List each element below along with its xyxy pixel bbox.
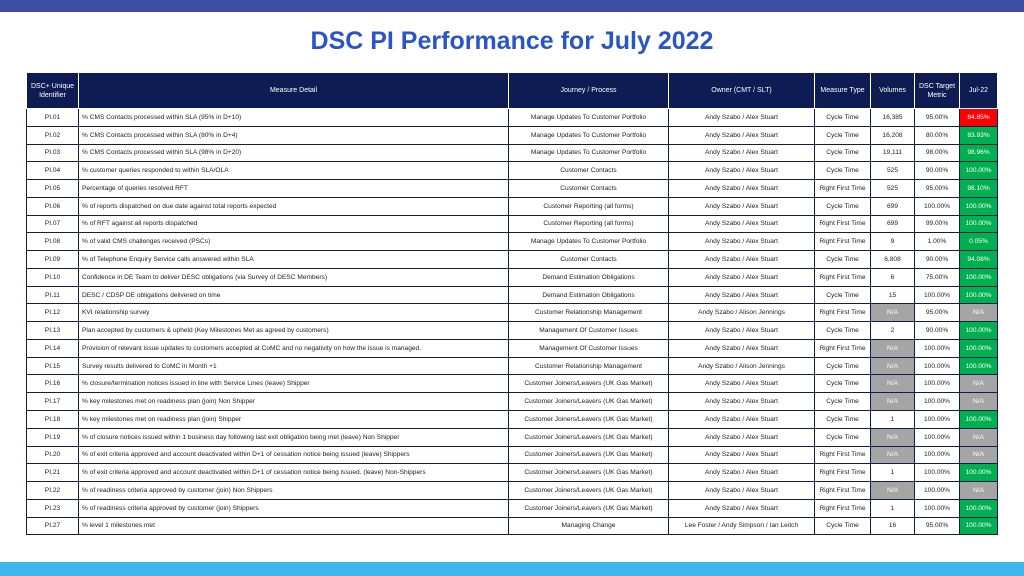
table-row	[27, 197, 998, 215]
table-row	[27, 446, 998, 464]
cell-journey: Customer Joiners/Leavers (UK Gas Market)	[509, 446, 669, 464]
cell-measure-detail: Confidence in DE Team to deliver DESC obligations (via Survey of DESC Members)	[79, 268, 509, 286]
cell-identifier: PI.12	[27, 304, 79, 322]
cell-jul-22: N/A	[960, 375, 998, 393]
cell-owner: Andy Szabo / Alex Stuart	[669, 126, 815, 144]
cell-measure-detail: % key milestones met on readiness plan (join) Shipper	[79, 411, 509, 429]
cell-identifier: PI.03	[27, 144, 79, 162]
cell-target: 98.00%	[915, 144, 960, 162]
table-row	[27, 375, 998, 393]
cell-owner: Lee Foster / Andy Simpson / Ian Leitch	[669, 517, 815, 535]
cell-volume: N/A	[871, 339, 915, 357]
cell-measure-detail: % of readiness criteria approved by customer (join) Non Shippers	[79, 482, 509, 500]
table-row	[27, 464, 998, 482]
cell-jul-22: 100.00%	[960, 517, 998, 535]
cell-measure-type: Cycle Time	[815, 251, 871, 269]
cell-target: 95.00%	[915, 109, 960, 127]
cell-measure-detail: % of exit criteria approved and account deactivated within D+1 of cessation notice being issued. (leave) Non-Shippers	[79, 464, 509, 482]
cell-measure-type: Cycle Time	[815, 162, 871, 180]
cell-journey: Manage Updates To Customer Portfolio	[509, 109, 669, 127]
cell-owner: Andy Szabo / Alex Stuart	[669, 251, 815, 269]
table-row	[27, 322, 998, 340]
cell-target: 95.00%	[915, 180, 960, 198]
performance-table	[26, 72, 998, 535]
cell-journey: Demand Estimation Obligations	[509, 268, 669, 286]
cell-volume: N/A	[871, 393, 915, 411]
cell-measure-detail: % CMS Contacts processed within SLA (80% in D+4)	[79, 126, 509, 144]
cell-jul-22: N/A	[960, 428, 998, 446]
cell-target: 100.00%	[915, 411, 960, 429]
cell-jul-22: 100.00%	[960, 499, 998, 517]
cell-journey: Customer Contacts	[509, 251, 669, 269]
cell-target: 100.00%	[915, 286, 960, 304]
cell-owner: Andy Szabo / Alex Stuart	[669, 180, 815, 198]
cell-journey: Customer Joiners/Leavers (UK Gas Market)	[509, 411, 669, 429]
table-row	[27, 393, 998, 411]
cell-journey: Manage Updates To Customer Portfolio	[509, 233, 669, 251]
cell-jul-22: 84.85%	[960, 109, 998, 127]
cell-jul-22: N/A	[960, 482, 998, 500]
cell-measure-detail: Survey results delivered to CoMC in Month +1	[79, 357, 509, 375]
cell-identifier: PI.06	[27, 197, 79, 215]
cell-measure-type: Right First Time	[815, 233, 871, 251]
header-owner: Owner (CMT / SLT)	[669, 73, 815, 109]
cell-volume: 2	[871, 322, 915, 340]
table-row	[27, 233, 998, 251]
cell-measure-detail: % CMS Contacts processed within SLA (98% in D+20)	[79, 144, 509, 162]
cell-volume: N/A	[871, 304, 915, 322]
cell-volume: 9	[871, 233, 915, 251]
cell-measure-detail: % CMS Contacts processed within SLA (95% in D+10)	[79, 109, 509, 127]
cell-volume: 525	[871, 180, 915, 198]
cell-volume: 6	[871, 268, 915, 286]
cell-measure-type: Right First Time	[815, 268, 871, 286]
cell-owner: Andy Szabo / Alex Stuart	[669, 375, 815, 393]
cell-owner: Andy Szabo / Alison Jennings	[669, 304, 815, 322]
cell-measure-type: Cycle Time	[815, 411, 871, 429]
cell-target: 75.00%	[915, 268, 960, 286]
cell-measure-detail: % customer queries responded to within SLA/OLA	[79, 162, 509, 180]
cell-target: 90.00%	[915, 322, 960, 340]
table-row	[27, 109, 998, 127]
cell-measure-type: Right First Time	[815, 180, 871, 198]
cell-volume: 16	[871, 517, 915, 535]
cell-measure-type: Right First Time	[815, 339, 871, 357]
cell-identifier: PI.01	[27, 109, 79, 127]
cell-owner: Andy Szabo / Alex Stuart	[669, 197, 815, 215]
cell-measure-type: Cycle Time	[815, 197, 871, 215]
cell-identifier: PI.16	[27, 375, 79, 393]
cell-measure-detail: Provision of relevant issue updates to customers accepted at CoMC and no negativity on how the issue is managed.	[79, 339, 509, 357]
cell-owner: Andy Szabo / Alex Stuart	[669, 268, 815, 286]
table-row	[27, 268, 998, 286]
cell-jul-22: 94.08%	[960, 251, 998, 269]
cell-identifier: PI.23	[27, 499, 79, 517]
table-row	[27, 304, 998, 322]
table-row	[27, 482, 998, 500]
table-row	[27, 180, 998, 198]
table-row	[27, 428, 998, 446]
cell-owner: Andy Szabo / Alex Stuart	[669, 499, 815, 517]
cell-identifier: PI.08	[27, 233, 79, 251]
cell-jul-22: N/A	[960, 304, 998, 322]
cell-identifier: PI.18	[27, 411, 79, 429]
cell-target: 90.00%	[915, 162, 960, 180]
cell-measure-detail: % closure/termination notices issued in line with Service Lines (leave) Shipper	[79, 375, 509, 393]
cell-measure-type: Right First Time	[815, 304, 871, 322]
cell-identifier: PI.17	[27, 393, 79, 411]
cell-measure-type: Cycle Time	[815, 357, 871, 375]
cell-measure-detail: % of exit criteria approved and account deactivated within D+1 of cessation notice being issued (leave) Shippers	[79, 446, 509, 464]
cell-measure-type: Cycle Time	[815, 428, 871, 446]
cell-identifier: PI.14	[27, 339, 79, 357]
cell-target: 100.00%	[915, 446, 960, 464]
cell-journey: Demand Estimation Obligations	[509, 286, 669, 304]
cell-owner: Andy Szabo / Alex Stuart	[669, 339, 815, 357]
cell-journey: Customer Contacts	[509, 162, 669, 180]
cell-jul-22: N/A	[960, 393, 998, 411]
cell-volume: 19,111	[871, 144, 915, 162]
cell-identifier: PI.13	[27, 322, 79, 340]
cell-measure-type: Cycle Time	[815, 375, 871, 393]
cell-volume: 6,808	[871, 251, 915, 269]
cell-target: 1.00%	[915, 233, 960, 251]
cell-journey: Customer Joiners/Leavers (UK Gas Market)	[509, 428, 669, 446]
cell-target: 100.00%	[915, 393, 960, 411]
cell-target: 90.00%	[915, 251, 960, 269]
cell-owner: Andy Szabo / Alex Stuart	[669, 446, 815, 464]
cell-journey: Customer Joiners/Leavers (UK Gas Market)	[509, 375, 669, 393]
cell-identifier: PI.22	[27, 482, 79, 500]
header-journey: Journey / Process	[509, 73, 669, 109]
cell-owner: Andy Szabo / Alison Jennings	[669, 357, 815, 375]
cell-target: 100.00%	[915, 499, 960, 517]
cell-journey: Customer Relationship Management	[509, 357, 669, 375]
cell-volume: 525	[871, 162, 915, 180]
cell-journey: Customer Reporting (all forms)	[509, 197, 669, 215]
cell-volume: 699	[871, 215, 915, 233]
cell-owner: Andy Szabo / Alex Stuart	[669, 109, 815, 127]
table-row	[27, 251, 998, 269]
cell-jul-22: 100.00%	[960, 464, 998, 482]
cell-owner: Andy Szabo / Alex Stuart	[669, 411, 815, 429]
cell-measure-detail: % of closure notices issued within 1 business day following last exit obligation being met (leave) Non Shipper	[79, 428, 509, 446]
cell-owner: Andy Szabo / Alex Stuart	[669, 162, 815, 180]
cell-target: 100.00%	[915, 197, 960, 215]
cell-owner: Andy Szabo / Alex Stuart	[669, 464, 815, 482]
cell-measure-type: Cycle Time	[815, 286, 871, 304]
cell-identifier: PI.21	[27, 464, 79, 482]
cell-measure-detail: % key milestones met on readiness plan (join) Non Shipper	[79, 393, 509, 411]
cell-jul-22: 100.00%	[960, 197, 998, 215]
header-volumes: Volumes	[871, 73, 915, 109]
cell-target: 100.00%	[915, 339, 960, 357]
cell-journey: Managing Change	[509, 517, 669, 535]
cell-identifier: PI.05	[27, 180, 79, 198]
cell-measure-detail: % of Telephone Enquiry Service calls answered within SLA	[79, 251, 509, 269]
header-measure-detail: Measure Detail	[79, 73, 509, 109]
cell-target: 80.00%	[915, 126, 960, 144]
cell-measure-type: Cycle Time	[815, 393, 871, 411]
cell-measure-detail: % of reports dispatched on due date against total reports expected	[79, 197, 509, 215]
table-row	[27, 517, 998, 535]
table-row	[27, 339, 998, 357]
cell-identifier: PI.15	[27, 357, 79, 375]
table-row	[27, 499, 998, 517]
cell-journey: Customer Contacts	[509, 180, 669, 198]
cell-jul-22: 100.00%	[960, 339, 998, 357]
cell-target: 100.00%	[915, 428, 960, 446]
table-row	[27, 215, 998, 233]
cell-target: 100.00%	[915, 464, 960, 482]
table-header-row	[27, 73, 998, 109]
cell-identifier: PI.11	[27, 286, 79, 304]
cell-journey: Customer Joiners/Leavers (UK Gas Market)	[509, 393, 669, 411]
cell-owner: Andy Szabo / Alex Stuart	[669, 215, 815, 233]
cell-volume: 16,385	[871, 109, 915, 127]
cell-jul-22: 100.00%	[960, 162, 998, 180]
cell-identifier: PI.04	[27, 162, 79, 180]
cell-target: 100.00%	[915, 482, 960, 500]
cell-measure-type: Right First Time	[815, 464, 871, 482]
cell-jul-22: N/A	[960, 446, 998, 464]
cell-jul-22: 98.10%	[960, 180, 998, 198]
table-row	[27, 144, 998, 162]
cell-measure-type: Right First Time	[815, 482, 871, 500]
cell-measure-type: Cycle Time	[815, 322, 871, 340]
cell-target: 100.00%	[915, 375, 960, 393]
cell-journey: Customer Joiners/Leavers (UK Gas Market)	[509, 482, 669, 500]
cell-measure-detail: % of readiness criteria approved by customer (join) Shippers	[79, 499, 509, 517]
cell-jul-22: 0.05%	[960, 233, 998, 251]
cell-measure-detail: Plan accepted by customers & upheld (Key Milestones Met as agreed by customers)	[79, 322, 509, 340]
cell-measure-type: Cycle Time	[815, 126, 871, 144]
cell-owner: Andy Szabo / Alex Stuart	[669, 393, 815, 411]
cell-identifier: PI.19	[27, 428, 79, 446]
cell-volume: N/A	[871, 357, 915, 375]
cell-target: 99.00%	[915, 215, 960, 233]
cell-volume: 1	[871, 411, 915, 429]
table-row	[27, 411, 998, 429]
cell-owner: Andy Szabo / Alex Stuart	[669, 322, 815, 340]
cell-measure-detail: % of RFT against all reports dispatched	[79, 215, 509, 233]
cell-identifier: PI.09	[27, 251, 79, 269]
cell-journey: Management Of Customer Issues	[509, 339, 669, 357]
cell-volume: 1	[871, 499, 915, 517]
cell-jul-22: 100.00%	[960, 411, 998, 429]
cell-volume: 699	[871, 197, 915, 215]
table-row	[27, 357, 998, 375]
cell-target: 95.00%	[915, 517, 960, 535]
cell-measure-detail: % of valid CMS challenges received (PSCs)	[79, 233, 509, 251]
page-title: DSC PI Performance for July 2022	[310, 27, 714, 55]
cell-jul-22: 100.00%	[960, 286, 998, 304]
cell-measure-type: Cycle Time	[815, 109, 871, 127]
cell-journey: Manage Updates To Customer Portfolio	[509, 144, 669, 162]
cell-journey: Customer Joiners/Leavers (UK Gas Market)	[509, 464, 669, 482]
cell-target: 95.00%	[915, 304, 960, 322]
table-body	[27, 109, 998, 535]
cell-target: 100.00%	[915, 357, 960, 375]
cell-jul-22: 100.00%	[960, 322, 998, 340]
header-measure-type: Measure Type	[815, 73, 871, 109]
cell-measure-detail: KVI relationship survey	[79, 304, 509, 322]
cell-volume: 1	[871, 464, 915, 482]
cell-measure-type: Cycle Time	[815, 144, 871, 162]
cell-journey: Customer Relationship Management	[509, 304, 669, 322]
table-row	[27, 126, 998, 144]
cell-identifier: PI.02	[27, 126, 79, 144]
cell-journey: Management Of Customer Issues	[509, 322, 669, 340]
cell-owner: Andy Szabo / Alex Stuart	[669, 428, 815, 446]
cell-jul-22: 83.93%	[960, 126, 998, 144]
cell-measure-type: Cycle Time	[815, 517, 871, 535]
cell-owner: Andy Szabo / Alex Stuart	[669, 144, 815, 162]
cell-identifier: PI.20	[27, 446, 79, 464]
top-accent-bar	[0, 0, 1024, 12]
header-jul-22: Jul-22	[960, 73, 998, 109]
cell-volume: N/A	[871, 482, 915, 500]
cell-measure-detail: % level 1 milestones met	[79, 517, 509, 535]
cell-journey: Customer Reporting (all forms)	[509, 215, 669, 233]
cell-journey: Manage Updates To Customer Portfolio	[509, 126, 669, 144]
cell-measure-type: Right First Time	[815, 499, 871, 517]
cell-volume: 16,208	[871, 126, 915, 144]
cell-identifier: PI.10	[27, 268, 79, 286]
header-identifier: DSC+ Unique Identifier	[27, 73, 79, 109]
cell-jul-22: 100.00%	[960, 268, 998, 286]
cell-measure-detail: Percentage of queries resolved RFT	[79, 180, 509, 198]
cell-jul-22: 100.00%	[960, 357, 998, 375]
cell-jul-22: 98.96%	[960, 144, 998, 162]
cell-volume: 15	[871, 286, 915, 304]
cell-volume: N/A	[871, 428, 915, 446]
cell-identifier: PI.07	[27, 215, 79, 233]
cell-identifier: PI.27	[27, 517, 79, 535]
cell-owner: Andy Szabo / Alex Stuart	[669, 233, 815, 251]
cell-jul-22: 100.00%	[960, 215, 998, 233]
cell-journey: Customer Joiners/Leavers (UK Gas Market)	[509, 499, 669, 517]
cell-volume: N/A	[871, 375, 915, 393]
cell-measure-type: Right First Time	[815, 446, 871, 464]
header-target: DSC Target Metric	[915, 73, 960, 109]
table-row	[27, 286, 998, 304]
bottom-accent-bar	[0, 562, 1024, 576]
cell-measure-detail: DESC / CDSP DE obligations delivered on time	[79, 286, 509, 304]
cell-owner: Andy Szabo / Alex Stuart	[669, 482, 815, 500]
cell-measure-type: Right First Time	[815, 215, 871, 233]
table-row	[27, 162, 998, 180]
cell-volume: N/A	[871, 446, 915, 464]
cell-owner: Andy Szabo / Alex Stuart	[669, 286, 815, 304]
